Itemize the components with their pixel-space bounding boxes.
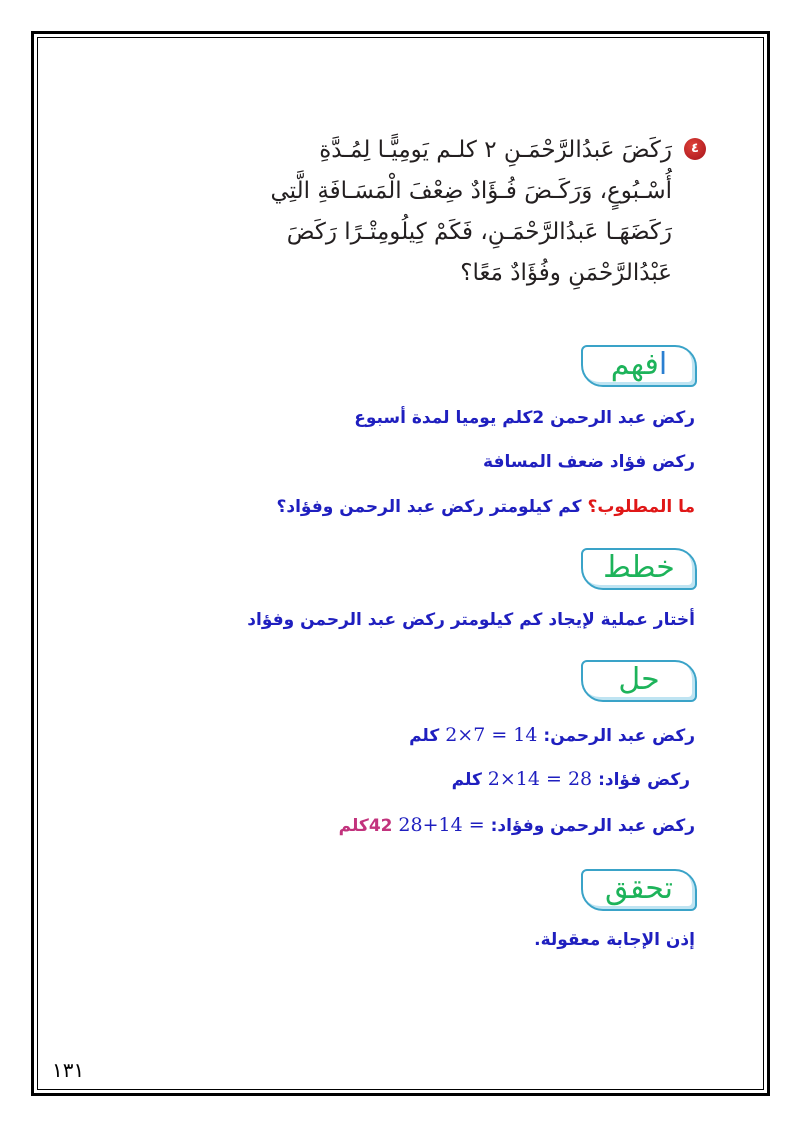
problem-line-4: عَبْدُالرَّحْمَنِ وفُؤَادٌ مَعًا؟ — [460, 260, 672, 286]
solve-row-1 — [409, 724, 695, 746]
step-plan-box — [581, 548, 697, 590]
understand-line-2: ركض فؤاد ضعف المسافة — [483, 452, 695, 472]
check-line-1: إذن الإجابة معقولة. — [534, 930, 695, 950]
solve-row-1-unit: كلم — [409, 726, 440, 746]
understand-required — [277, 497, 695, 517]
step-check-label: تحقق — [605, 871, 673, 906]
solve-row-3-label: ركض عبد الرحمن وفؤاد: — [490, 816, 695, 836]
problem-number-badge: ٤ — [684, 138, 706, 160]
step-check-box — [581, 869, 697, 911]
understand-line-1: ركض عبد الرحمن 2كلم يوميا لمدة أسبوع — [354, 408, 695, 428]
solve-row-1-label: ركض عبد الرحمن: — [543, 726, 695, 746]
solve-row-2-math: 2×14 = 28 — [487, 768, 593, 790]
plan-line-1: أختار عملية لإيجاد كم كيلومتر ركض عبد الرحمن وفؤاد — [247, 610, 695, 630]
solve-row-3 — [339, 814, 695, 836]
problem-line-2: أُسْـبُوعٍ، وَرَكَـضَ فُـؤَادٌ ضِعْفَ الْمَسَـافَةِ الَّتِي — [270, 178, 672, 204]
solve-row-2-label: ركض فؤاد: — [598, 770, 690, 790]
step-understand-first-letter: ا — [658, 347, 668, 382]
solve-row-3-result: 42كلم — [338, 816, 393, 836]
step-solve-label: حل — [618, 662, 660, 697]
step-plan-label: خطط — [603, 550, 675, 585]
step-understand-box — [581, 345, 697, 387]
problem-statement — [270, 130, 700, 294]
step-understand-rest: فهم — [610, 347, 659, 382]
required-label: ما المطلوب؟ — [587, 497, 695, 517]
solve-row-3-math: 28+14 = — [398, 814, 485, 836]
required-text: كم كيلومتر ركض عبد الرحمن وفؤاد؟ — [276, 497, 588, 517]
solve-row-1-math: 2×7 = 14 — [445, 724, 538, 746]
solve-row-2-unit: كلم — [451, 770, 482, 790]
problem-line-3: رَكَضَهَـا عَبدُالرَّحْمَـنِ، فَكَمْ كِيلُومِتْـرًا رَكَضَ — [286, 219, 672, 245]
step-solve-box — [581, 660, 697, 702]
page-number: ١٣١ — [52, 1058, 85, 1082]
solve-row-2 — [452, 768, 690, 790]
problem-line-1: رَكَضَ عَبدُالرَّحْمَـنِ ٢ كلـم يَومِيًّـا لِمُـدَّةِ — [319, 137, 672, 163]
